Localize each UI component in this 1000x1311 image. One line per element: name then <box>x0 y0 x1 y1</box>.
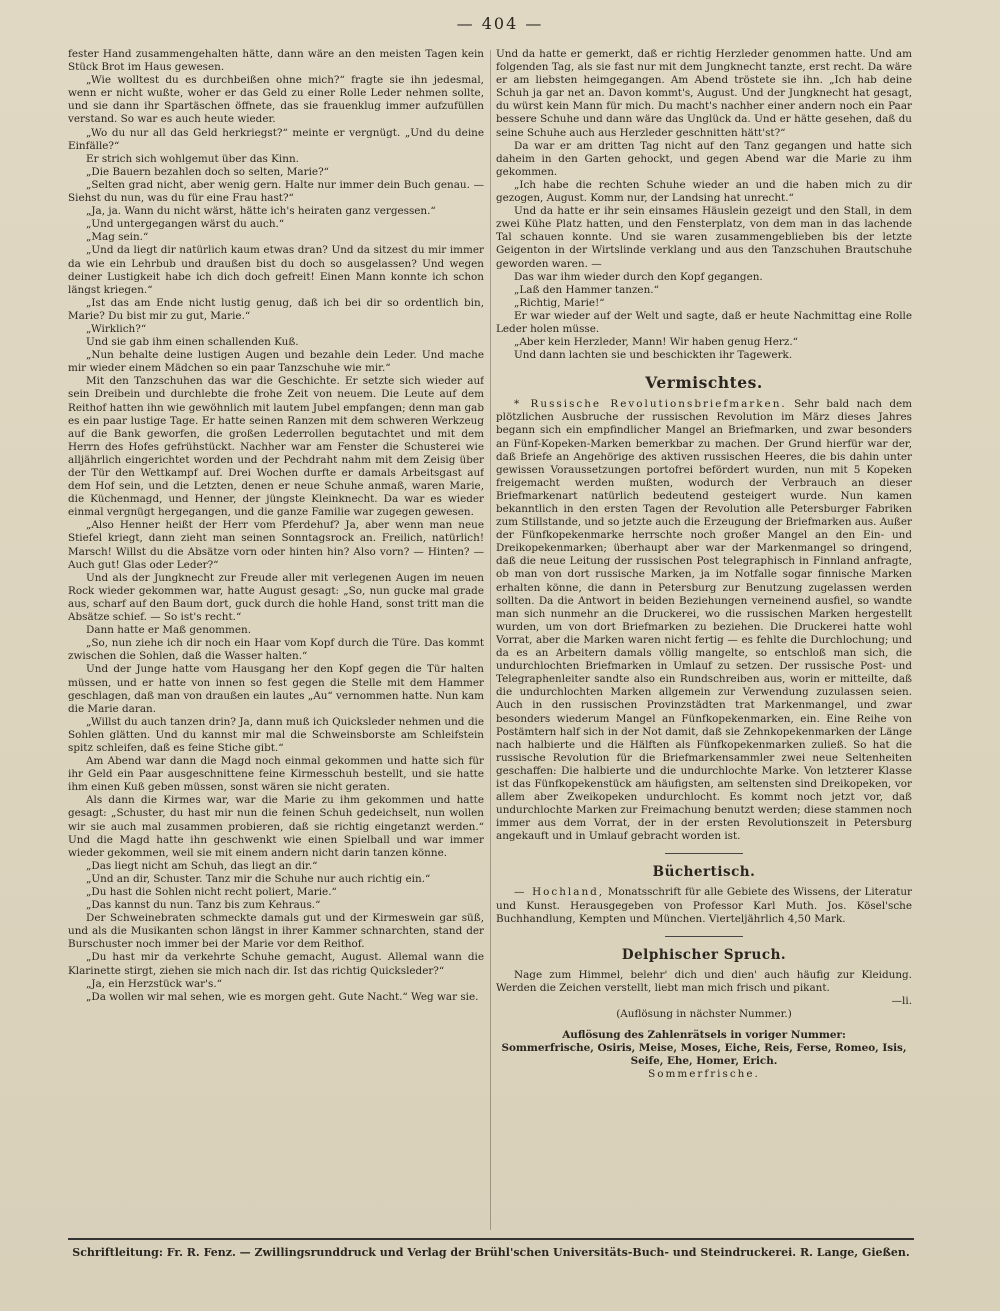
imprint-footer: Schriftleitung: Fr. R. Fenz. — Zwillingsrunddruck und Verlag der Brühl'schen Universitäts-Buch- und Steindruckerei. R. Lange, Gießen. <box>72 1246 910 1259</box>
story-paragraph: „Wo du nur all das Geld herkriegst?“ meinte er vergnügt. „Und du deine Einfälle?“ <box>68 126 484 152</box>
section-rule <box>665 936 743 937</box>
vermischtes-article <box>496 398 912 843</box>
story-paragraph: Da war er am dritten Tag nicht auf den Tanz gegangen und hatte sich daheim in den Garten gehockt, und gegen Abend war die Marie zu ihm gekommen. <box>496 139 912 178</box>
story-paragraph: Das war ihm wieder durch den Kopf gegangen. <box>514 270 763 283</box>
story-paragraph: „Aber kein Herzleder, Mann! Wir haben genug Herz.“ <box>514 336 798 349</box>
aufloesung-answer: Sommerfrische. <box>648 1068 760 1081</box>
story-paragraph: „Du hast mir da verkehrte Schuhe gemacht, August. Allemal wann die Klarinette stirgt, ziehen sie mich nach dir. Ist das richtig Quicksleder?“ <box>68 951 484 977</box>
column-divider <box>490 50 491 1230</box>
story-paragraph: „Und da liegt dir natürlich kaum etwas dran? Und da sitzest du mir immer da wie ein Lehrbub und draußen bist du doch so ausgelassen? Und wegen deiner Lustigkeit habe ich dich doch gefreit! Einen Mann konnte ich schon längst kriegen.“ <box>68 244 484 296</box>
story-paragraph: „Du hast die Sohlen nicht recht poliert, Marie.“ <box>86 886 337 898</box>
story-paragraph: „Die Bauern bezahlen doch so selten, Marie?“ <box>86 165 329 178</box>
story-paragraph: Am Abend war dann die Magd noch einmal gekommen und hatte sich für ihr Geld ein Paar ausgeschnittene feine Kirmesschuh bestellt, und sie hatte ihm einen Kuß geben müssen, sonst wären sie nicht geraten. <box>68 755 484 794</box>
story-paragraph: Und sie gab ihm einen schallenden Kuß. <box>86 336 299 349</box>
story-paragraph: Mit den Tanzschuhen das war die Geschichte. Er setzte sich wieder auf sein Dreibein und durchlebte die frohe Zeit von neuem. Die Leute auf dem Reithof hatten ihn wie gewöhnlich mit lautem Jubel empfangen; denn man gab es ein paar lustige Tage. Er hatte seinen Ranzen mit dem schweren Werkzeug auf die Bank geworfen, die großen Lederrollen begutachtet und mit dem Herrn des Hofes gefrühstückt. Nachher war am Fenster die Schusterei wie alljährlich eingerichtet worden und der Pechdraht nahm mit dem Zeisig über der Tür den Wettkampf auf. Drei Wochen durfte er damals Arbeitsgast auf dem Hof sein, und die Letzten, denen er neue Schuhe anmaß, waren Marie, die Küchenmagd, und Henner, der jüngste Kleinknecht. Da war es wieder einmal vergnügt hergegangen, und die ganze Familie war zugegen gewesen. <box>68 375 484 519</box>
story-paragraph: „Und an dir, Schuster. Tanz mir die Schuhe nur auch richtig ein.“ <box>86 872 431 885</box>
left-column <box>68 48 484 1231</box>
aufloesung-line2: Seife, Ehe, Homer, Erich. <box>630 1055 778 1068</box>
section-rule <box>665 853 743 854</box>
story-paragraph: Und da hatte er ihr sein einsames Häuslein gezeigt und den Stall, in dem zwei Kühe Platz hatten, und den Fensterplatz, von dem man in das lachende Tal schauen konnte. Und sie waren zusammengeblieben bis der letzte Geigenton in der Wirtslinde verklang und aus den Tanzschuhen Brautschuhe geworden waren. — <box>496 205 912 270</box>
story-paragraph: fester Hand zusammengehalten hätte, dann wäre an den meisten Tagen kein Stück Brot im Haus gewesen. <box>68 48 484 74</box>
story-paragraph: „Das liegt nicht am Schuh, das liegt an dir.“ <box>86 859 318 872</box>
vermischtes-lead: * Russische Revolutionsbriefmarken. <box>514 398 787 411</box>
spruch-note: (Auflösung in nächster Nummer.) <box>616 1008 792 1020</box>
story-paragraph: „So, nun ziehe ich dir noch ein Haar vom Kopf durch die Türe. Das kommt zwischen die Sohlen, daß die Wasser halten.“ <box>68 637 484 663</box>
story-paragraph: „Also Henner heißt der Herr vom Pferdehuf? Ja, aber wenn man neue Stiefel kriegt, dann zieht man seinen Sonntagsrock an. Freilich, natürlich! Marsch! Willst du die Absätze vorn oder hinten hin? Also vorn? — Hinten? — Auch gut! Glas oder Leder?“ <box>68 519 484 571</box>
spruch-signature: —li. <box>891 994 912 1007</box>
buechertisch-heading: Büchertisch. <box>652 864 756 881</box>
story-paragraph: „Nun behalte deine lustigen Augen und bezahle dein Leder. Und mache mir wieder einem Mädchen so ein paar Tanzschuhe wie mir.“ <box>68 349 484 375</box>
story-paragraph: „Richtig, Marie!“ <box>514 296 605 309</box>
story-continuation <box>496 48 912 362</box>
story-paragraph: „Mag sein.“ <box>86 231 149 244</box>
story-paragraph: Und als der Jungknecht zur Freude aller mit verlegenen Augen im neuen Rock wieder gekommen war, hatte August gesagt: „So, nun gucke mal grade aus, scharf auf den Baum dort, guck durch die hohle Hand, sonst tritt man die Absätze schief. — So ist's recht.“ <box>68 571 484 624</box>
story-paragraph: „Und untergegangen wärst du auch.“ <box>86 218 285 231</box>
vermischtes-text: Sehr bald nach dem plötzlichen Ausbruche der russischen Revolution im März dieses Jahres begann sich ein empfindlicher Mangel an Briefmarken, und zwar besonders an Fünf-Kopeken-Marken bemerkbar zu machen. Der Grund hierfür war der, daß Briefe an Angehörige des aktiven russischen Heeres, die bis dahin unter gewissen Voraussetzungen portofrei befördert wurden, nun mit 5 Kopeken freigemacht werden mußten, wodurch der Verbrauch an dieser Briefmarkenart natürlich bedeutend gesteigert wurde. Nun kamen bekanntlich in den ersten Tagen der Revolution alle Petersburger Fabriken zum Stillstande, und so jetzte auch die Erzeugung der Briefmarken aus. Außer der Fünfkopekenmarke herrschte noch großer Mangel an den Ein- und Dreikopekenmarken; überhaupt aber war der Markenmangel so dringend, daß die neue Leitung der russischen Post telegraphisch in Finnland anfragte, ob man von dort russische Marken, ja im Notfalle sogar finnische Marken erhalten könne, die dann in Petersburg zur Benutzung zugelassen werden sollten. Da die Antwort in beiden Beziehungen verneinend ausfiel, so wandte man sich nunmehr an die Druckerei, wo die russischen Marken hergestellt wurden, um von dort Briefmarken zu beziehen. Die Druckerei hatte wohl Vorrat, aber die Marken waren nicht fertig — es fehlte die Durchlochung; und da es an Arbeitern damals völlig mangelte, so entschloß man sich, die undurchlochten Briefmarken in Umlauf zu setzen. Der russische Post- und Telegraphenleiter sandte also ein Rundschreiben aus, worin er mitteilte, daß die undurchlochten Marken allgemein zur Verwendung zuzulassen seien. Auch in den russischen Provinzstädten trat Markenmangel, und zwar besonders wiederum Mangel an Fünfkopekenmarken, ein. Eine Reihe von Postämtern half sich in der Not damit, daß sie Zehnkopekenmarken der Länge nach halbierte und die Hälften als Fünfkopekenmarken zuließ. So hat die russische Revolution für die Briefmarkensammler zwei neue Seltenheiten geschaffen: Die halbierte und die undurchlochte Marke. Von letzterer Klasse ist das Fünfkopekenstück am häufigsten, am seltensten sind Dreikopeken, vor allem aber Zweikopeken undurchlocht. Es kommt noch jetzt vor, daß undurchlochte Marken zur Freimachung benutzt werden; diese stammen noch immer aus dem Vorrat, der in der ersten Revolutionszeit in Petersburg angekauft und in Umlauf gebracht worden ist. <box>496 398 912 843</box>
story-paragraph: „Ja, ja. Wann du nicht wärst, hätte ich's heiraten ganz vergessen.“ <box>86 205 436 218</box>
story-paragraph: „Ja, ein Herzstück war's.“ <box>86 977 222 990</box>
story-paragraph: „Laß den Hammer tanzen.“ <box>514 283 659 296</box>
story-paragraph: „Da wollen wir mal sehen, wie es morgen geht. Gute Nacht.“ Weg war sie. <box>86 990 479 1003</box>
spruch-heading: Delphischer Spruch. <box>621 946 787 963</box>
spruch-text: Nage zum Himmel, belehr' dich und dien' auch häufig zur Kleidung. Werden die Zeichen verstellt, liebt man mich frisch und pikant. <box>496 968 912 994</box>
story-paragraph: Und dann lachten sie und beschickten ihr Tagewerk. <box>514 349 793 362</box>
buechertisch-text: Monatsschrift für alle Gebiete des Wissens, der Literatur und Kunst. Herausgegeben von Professor Karl Muth. Jos. Kösel'sche Buchhandlung, Kempten und München. Vierteljährlich 4,50 Mark. <box>496 886 912 925</box>
buechertisch-lead: — Hochland, <box>514 886 605 899</box>
story-paragraph: Der Schweinebraten schmeckte damals gut und der Kirmeswein gar süß, und als die Musikanten schon längst in ihrer Kammer schnarchten, stand der Burschuster noch immer bei der Marie vor dem Reithof. <box>68 912 484 951</box>
aufloesung-title: Auflösung des Zahlenrätsels in voriger Nummer: <box>562 1029 846 1042</box>
story-paragraph: Er strich sich wohlgemut über das Kinn. <box>86 152 299 165</box>
footer-rule <box>68 1238 914 1240</box>
story-paragraph: „Wirklich?“ <box>86 322 147 335</box>
page-number: — 404 — <box>456 14 544 33</box>
story-paragraph: „Selten grad nicht, aber wenig gern. Halte nur immer dein Buch genau. — Siehst du nun, was du für eine Frau hast?“ <box>68 178 484 205</box>
right-column <box>496 48 912 1231</box>
aufloesung-line1: Sommerfrische, Osiris, Meise, Moses, Eiche, Reis, Ferse, Romeo, Isis, <box>501 1042 907 1055</box>
story-paragraph: Als dann die Kirmes war, war die Marie zu ihm gekommen und hatte gesagt: „Schuster, du hast mir nun die feinen Schuh gedeichselt, nun wollen wir sie auch mal zusammen probieren, daß sie richtig eingetanzt werden.“ Und die Magd hatte ihn geschwenkt wie einen Spielball und war immer wieder gekommen, weil sie mit einem andern nicht darin tanzen könne. <box>68 794 484 859</box>
story-paragraph: Dann hatte er Maß genommen. <box>86 624 251 637</box>
story-paragraph: „Wie wolltest du es durchbeißen ohne mich?“ fragte sie ihn jedesmal, wenn er nicht wußte, woher er das Geld zu einer Rolle Leder nehmen sollte, und sie dann ihr Spartäschen öffnete, das sie frauenklug immer aufzufüllen verstand. So war es auch heute wieder. <box>68 74 484 126</box>
buechertisch-entry <box>496 886 912 925</box>
story-paragraph: „Das kannst du nun. Tanz bis zum Kehraus.“ <box>86 899 321 912</box>
story-paragraph: „Ich habe die rechten Schuhe wieder an und die haben mich zu dir gezogen, August. Komm nur, der Landsing hat unrecht.“ <box>496 178 912 205</box>
story-paragraph: Und der Junge hatte vom Hausgang her den Kopf gegen die Tür halten müssen, und er hatte von innen so fest gegen die Stelle mit dem Hammer geschlagen, daß man von draußen ein lautes „Au“ vernommen hatte. Nun kam die Marie daran. <box>68 663 484 715</box>
story-paragraph: Er war wieder auf der Welt und sagte, daß er heute Nachmittag eine Rolle Leder holen müsse. <box>496 309 912 335</box>
story-paragraph: Und da hatte er gemerkt, daß er richtig Herzleder genommen hatte. Und am folgenden Tag, als sie fast nur mit dem Jungknecht tanzte, erst recht. Da wäre er am liebsten heimgegangen. Am Abend tröstete sie ihn. „Ich hab deine Schuh ja gar net an. Davon kommt's, August. Und der Jungknecht hat gesagt, du würst kein Mann für mich. Du macht's nachher einer andern noch ein Paar bessere Schuhe und dann wäre das Unglück da. Und er hätte gesehen, daß du seine Schuhe auch aus Herzleder geschnitten hätt'st?“ <box>496 48 912 139</box>
story-paragraph: „Willst du auch tanzen drin? Ja, dann muß ich Quicksleder nehmen und die Sohlen glätten. Und du kannst mir mal die Schweinsborste am Schleifstein spitz schleifen, daß es feine Stiche gibt.“ <box>68 715 484 754</box>
story-paragraph: „Ist das am Ende nicht lustig genug, daß ich bei dir so ordentlich bin, Marie? Du bist mir zu gut, Marie.“ <box>68 296 484 322</box>
vermischtes-heading: Vermischtes. <box>645 373 763 393</box>
